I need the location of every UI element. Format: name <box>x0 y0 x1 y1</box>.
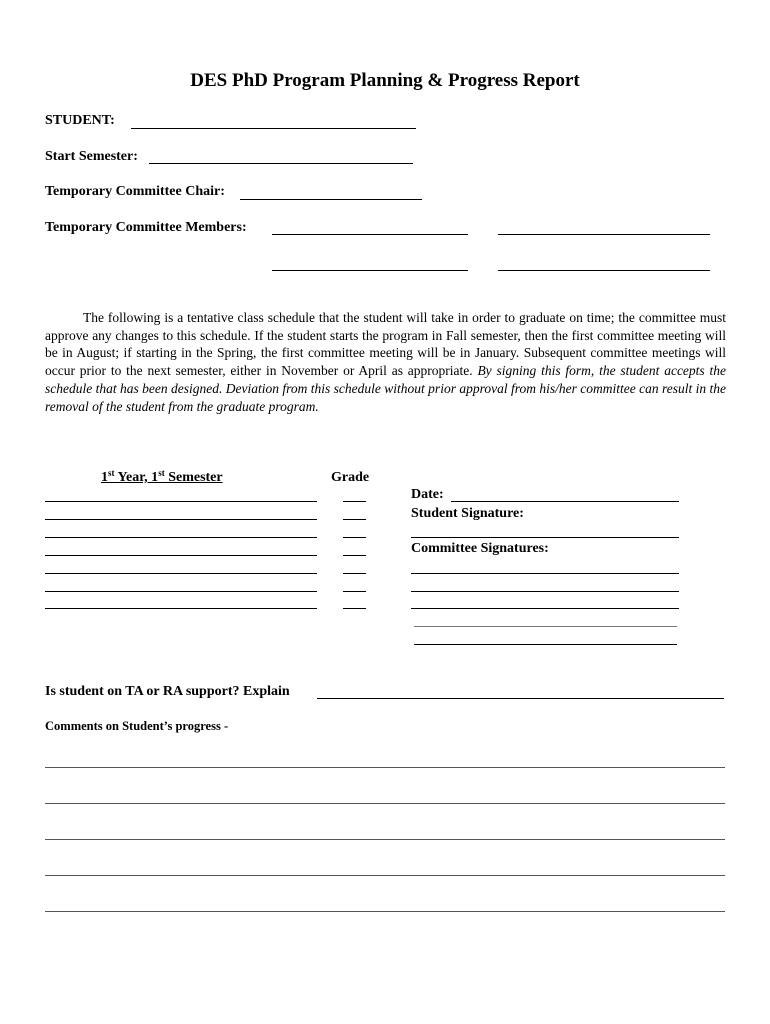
instructions-italic-text: By signing this form, the student accepts the schedule that has been designed. Deviation from this schedule without prior approval from his/her committee can result in the removal of the student from the graduate program. <box>45 363 726 414</box>
student-signature-field[interactable] <box>411 537 679 538</box>
temporary-member-field-2[interactable] <box>498 234 710 235</box>
grade-field-2[interactable] <box>343 519 366 520</box>
grade-field-1[interactable] <box>343 501 366 502</box>
course-field-5[interactable] <box>45 573 317 574</box>
comment-line-4[interactable] <box>45 875 725 876</box>
student-signature-label: Student Signature: <box>411 506 524 521</box>
comment-line-3[interactable] <box>45 839 725 840</box>
comment-line-2[interactable] <box>45 803 725 804</box>
temporary-member-field-1[interactable] <box>272 234 468 235</box>
instructions-paragraph <box>45 309 726 415</box>
temporary-member-field-3[interactable] <box>272 270 468 271</box>
temporary-members-label: Temporary Committee Members: <box>45 220 247 235</box>
page-title: DES PhD Program Planning & Progress Report <box>190 70 580 91</box>
grade-field-5[interactable] <box>343 573 366 574</box>
course-field-1[interactable] <box>45 501 317 502</box>
grade-field-7[interactable] <box>343 608 366 609</box>
support-question: Is student on TA or RA support? Explain <box>45 684 290 699</box>
student-field[interactable] <box>131 128 416 129</box>
grade-field-3[interactable] <box>343 537 366 538</box>
committee-signature-field-2[interactable] <box>411 591 679 592</box>
temporary-chair-field[interactable] <box>240 199 422 200</box>
date-label: Date: <box>411 487 444 502</box>
grade-label: Grade <box>331 470 370 485</box>
temporary-chair-label: Temporary Committee Chair: <box>45 184 225 199</box>
start-semester-field[interactable] <box>149 163 413 164</box>
course-field-2[interactable] <box>45 519 317 520</box>
comment-line-5[interactable] <box>45 911 725 912</box>
temporary-member-field-4[interactable] <box>498 270 710 271</box>
comments-label: Comments on Student’s progress - <box>45 719 229 733</box>
course-field-7[interactable] <box>45 608 317 609</box>
semester-superscript: st <box>158 468 165 478</box>
course-field-4[interactable] <box>45 555 317 556</box>
year-superscript: st <box>108 468 115 478</box>
year-word: Year, 1 <box>114 470 159 485</box>
committee-signature-field-4[interactable] <box>414 626 677 627</box>
instructions-text: The following is a tentative class schedule that the student will take in order to graduate on time; the committee must approve any changes to this schedule. If the student starts the program in Fall semester, then the first committee meeting will be in August; if starting in the Spring, the first committee meeting will be in January. Subsequent committee meetings will occur prior to the next semester, either in November or April as appropriate. <box>45 310 726 379</box>
semester-heading <box>101 470 223 486</box>
date-field[interactable] <box>451 501 679 502</box>
student-label: STUDENT: <box>45 113 115 128</box>
course-field-3[interactable] <box>45 537 317 538</box>
support-explain-field[interactable] <box>317 698 724 699</box>
grade-field-4[interactable] <box>343 555 366 556</box>
comment-line-1[interactable] <box>45 767 725 768</box>
start-semester-label: Start Semester: <box>45 149 138 164</box>
grade-field-6[interactable] <box>343 591 366 592</box>
committee-signatures-label: Committee Signatures: <box>411 541 549 556</box>
semester-word: Semester <box>164 470 223 485</box>
committee-signature-field-3[interactable] <box>411 608 679 609</box>
year-number: 1 <box>101 470 108 485</box>
committee-signature-field-1[interactable] <box>411 573 679 574</box>
committee-signature-field-5[interactable] <box>414 644 677 645</box>
course-field-6[interactable] <box>45 591 317 592</box>
